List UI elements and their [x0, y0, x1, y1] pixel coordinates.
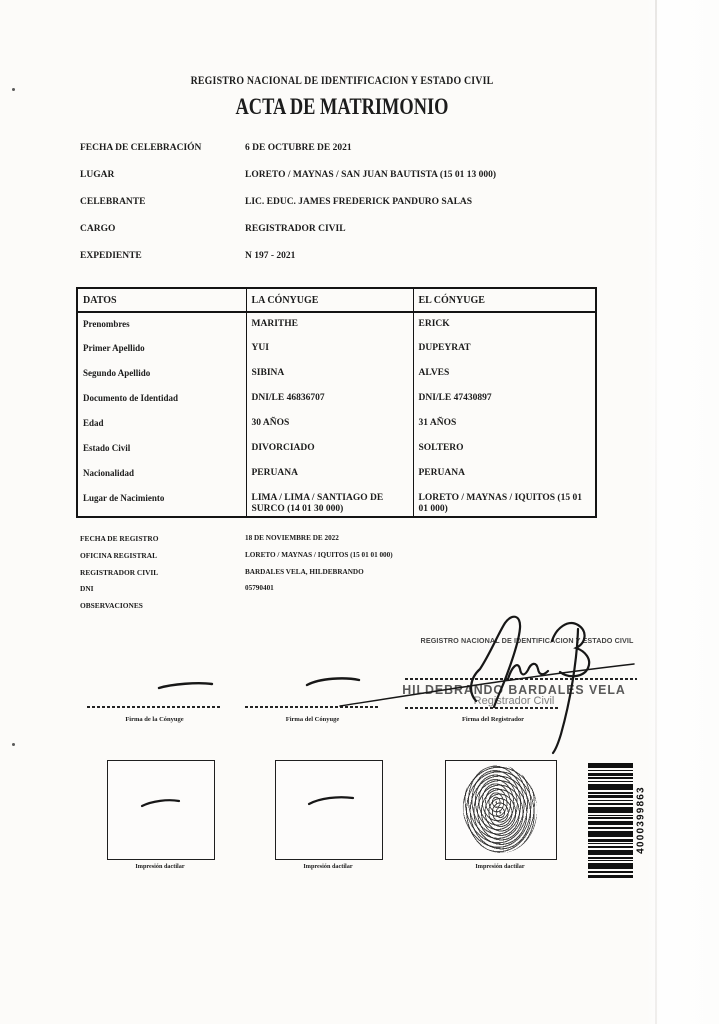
bride-signature-line — [87, 706, 222, 708]
bride-signature-label: Firma de la Cónyuge — [125, 716, 184, 723]
table-header-row — [77, 288, 596, 312]
fingerprint-image — [459, 761, 542, 856]
field-row — [80, 534, 393, 551]
field-value-registrador-civil: BARDALES VELA, HILDEBRANDO — [245, 567, 364, 576]
field-value-expediente: N 197 - 2021 — [245, 251, 296, 261]
stamp-registrar-name: HILDEBRANDO BARDALES VELA — [402, 682, 626, 697]
groom-value: ERICK — [413, 312, 596, 337]
field-row — [80, 224, 496, 251]
bride-value: DIVORCIADO — [246, 437, 413, 462]
celebration-fields — [80, 143, 496, 278]
table-row — [77, 362, 596, 387]
paper-edge — [655, 0, 657, 1024]
fingerprint-label: Impresión dactilar — [475, 863, 525, 870]
field-value-lugar: LORETO / MAYNAS / SAN JUAN BAUTISTA (15 01 13 000) — [245, 170, 497, 180]
stamp-dashed-line — [405, 678, 637, 680]
bride-value: SIBINA — [246, 362, 413, 387]
field-row — [80, 551, 393, 568]
row-label: Lugar de Nacimiento — [77, 487, 246, 517]
row-label: Documento de Identidad — [77, 387, 246, 412]
row-label: Primer Apellido — [77, 337, 246, 362]
row-label: Segundo Apellido — [77, 362, 246, 387]
col-header-el-conyuge: EL CÓNYUGE — [413, 288, 596, 312]
document-title: ACTA DE MATRIMONIO — [235, 94, 449, 119]
bride-value: MARITHE — [246, 312, 413, 337]
barcode-number: 4000399863 — [635, 786, 647, 854]
bride-fingerprint-box — [107, 760, 215, 860]
table-row — [77, 462, 596, 487]
field-label-fecha-celebracion: FECHA DE CELEBRACIÓN — [80, 143, 202, 153]
groom-value: ALVES — [413, 362, 596, 387]
stamp-header: REGISTRO NACIONAL DE IDENTIFICACION Y ESTADO CIVIL — [420, 636, 634, 645]
field-value-fecha-registro: 18 DE NOVIEMBRE DE 2022 — [245, 534, 339, 542]
field-row — [80, 143, 496, 170]
groom-signature-line — [245, 706, 380, 708]
groom-value: PERUANA — [413, 462, 596, 487]
table-row — [77, 412, 596, 437]
col-header-datos: DATOS — [77, 288, 246, 312]
bride-value: 30 AÑOS — [246, 412, 413, 437]
fingerprint-label: Impresión dactilar — [303, 863, 353, 870]
groom-signature-stroke — [307, 678, 359, 685]
field-label-observaciones: OBSERVACIONES — [80, 601, 143, 611]
field-label-expediente: EXPEDIENTE — [80, 251, 142, 261]
scan-artifact-dot — [12, 743, 15, 746]
field-label-cargo: CARGO — [80, 224, 116, 234]
field-label-fecha-registro: FECHA DE REGISTRO — [80, 534, 159, 543]
spouses-table — [76, 287, 597, 518]
groom-value: DUPEYRAT — [413, 337, 596, 362]
field-value-dni: 05790401 — [245, 584, 274, 593]
groom-fingerprint-box — [275, 760, 383, 860]
field-row — [80, 568, 393, 585]
bride-value: DNI/LE 46836707 — [246, 387, 413, 412]
groom-value: DNI/LE 47430897 — [413, 387, 596, 412]
field-label-lugar: LUGAR — [80, 170, 115, 180]
table-row — [77, 487, 596, 517]
registry-fields — [80, 534, 393, 618]
field-value-celebrante: LIC. EDUC. JAMES FREDERICK PANDURO SALAS — [245, 197, 473, 207]
field-value-oficina-registral: LORETO / MAYNAS / IQUITOS (15 01 01 000) — [245, 550, 393, 559]
fingerprint-label: Impresión dactilar — [135, 863, 185, 870]
registrar-fingerprint-box — [445, 760, 557, 860]
groom-value: 31 AÑOS — [413, 412, 596, 437]
field-row — [80, 584, 393, 601]
row-label: Prenombres — [77, 312, 246, 337]
row-label: Estado Civil — [77, 437, 246, 462]
field-value-fecha-celebracion: 6 DE OCTUBRE DE 2021 — [245, 143, 352, 153]
table-row — [77, 337, 596, 362]
field-label-celebrante: CELEBRANTE — [80, 197, 146, 207]
row-label: Nacionalidad — [77, 462, 246, 487]
field-value-cargo: REGISTRADOR CIVIL — [245, 224, 346, 234]
groom-value: SOLTERO — [413, 437, 596, 462]
org-header: REGISTRO NACIONAL DE IDENTIFICACION Y ESTADO CIVIL — [190, 75, 494, 87]
groom-value: LORETO / MAYNAS / IQUITOS (15 01 01 000) — [413, 487, 596, 517]
field-label-registrador-civil: REGISTRADOR CIVIL — [80, 567, 159, 577]
table-row — [77, 387, 596, 412]
barcode — [588, 763, 633, 878]
bride-signature-stroke — [159, 683, 212, 688]
scan-artifact-dot — [12, 88, 15, 91]
registrar-signature-line — [405, 707, 560, 709]
table-row — [77, 437, 596, 462]
bride-value: YUI — [246, 337, 413, 362]
registrar-signature-label: Firma del Registrador — [461, 716, 525, 723]
field-row — [80, 601, 393, 618]
col-header-la-conyuge: LA CÓNYUGE — [246, 288, 413, 312]
groom-signature-label: Firma del Cónyuge — [285, 716, 340, 723]
stamp-registrar-role: Registrador Civil — [473, 695, 555, 707]
table-row — [77, 312, 596, 337]
row-label: Edad — [77, 412, 246, 437]
field-row — [80, 170, 496, 197]
field-row — [80, 197, 496, 224]
field-row — [80, 251, 496, 278]
bride-value: PERUANA — [246, 462, 413, 487]
bride-value: LIMA / LIMA / SANTIAGO DE SURCO (14 01 30 000) — [246, 487, 413, 517]
field-label-oficina-registral: OFICINA REGISTRAL — [80, 550, 158, 560]
field-label-dni: DNI — [80, 584, 94, 594]
